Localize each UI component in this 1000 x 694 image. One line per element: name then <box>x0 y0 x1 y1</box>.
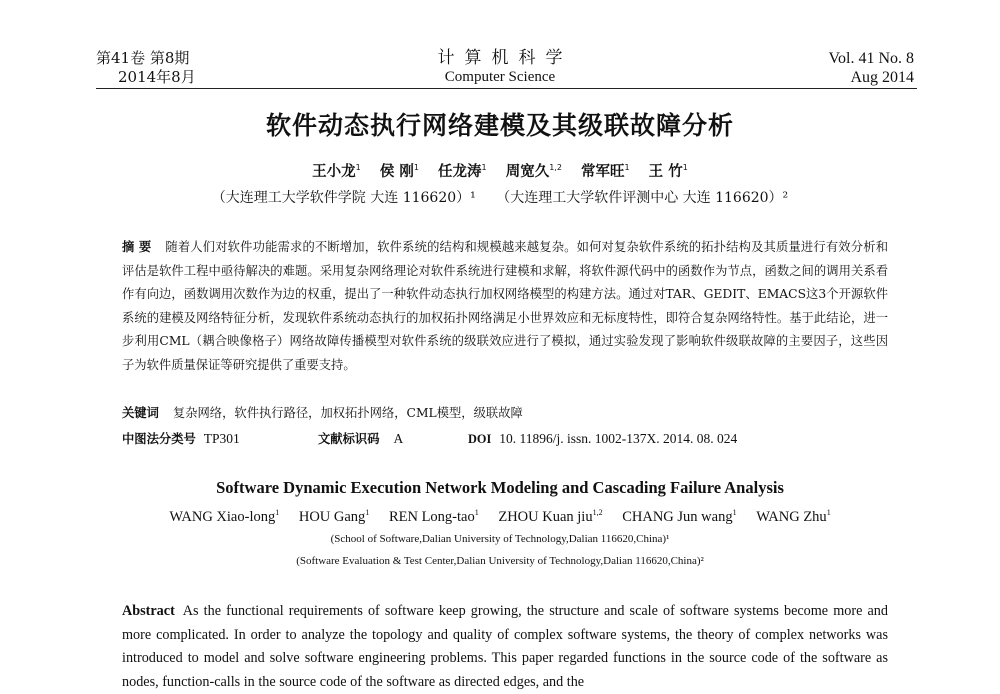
author-cn: 常军旺$^1$ <box>581 163 630 180</box>
abstract-en-text: As the functional requirements of software keep growing, the structure and scale of software systems become more and more complicated. In order to analyze the topology and quality of complex software systems, the theory of complex networks was introduced to model and solve software engineering problems. This paper regarded functions in the source code of the software as nodes, function-calls in the source code of the software as directed edges, and the <box>122 603 888 690</box>
abstract-cn-label: 摘 要 <box>122 240 152 254</box>
clc-group <box>122 429 318 449</box>
header-volume-cn: 第41卷 第8期 <box>96 49 190 67</box>
doi-label: DOI <box>468 432 492 446</box>
author-en: CHANG Jun wang$^1$ <box>622 508 737 525</box>
header-journal-en: Computer Science <box>444 69 556 85</box>
keywords-cn <box>122 403 888 423</box>
header-date-en: Aug 2014 <box>850 69 914 86</box>
abstract-en-label: Abstract <box>122 603 175 619</box>
doc-code-group <box>318 429 468 449</box>
author-list-cn <box>0 160 1000 181</box>
affiliation-cn-1: （大连理工大学软件学院 大连 116620）¹ <box>211 190 476 206</box>
affiliation-en-1: (School of Software,Dalian University of Technology,Dalian 116620,China)¹ <box>330 533 670 545</box>
affiliation-en-2: (Software Evaluation & Test Center,Dalian University of Technology,Dalian 116620,China)² <box>296 555 704 567</box>
classification-line <box>122 429 888 449</box>
author-cn: 王 竹$^1$ <box>648 163 688 180</box>
abstract-cn-text: 随着人们对软件功能需求的不断增加，软件系统的结构和规模越来越复杂。如何对复杂软件系统的拓扑结构及其质量进行有效分析和评估是软件工程中亟待解决的难题。采用复杂网络理论对软件系统进行建模和求解，将软件源代码中的函数作为节点，函数之间的调用关系看作有向边，函数调用次数作为边的权重，提出了一种软件动态执行加权网络模型的构建方法。通过对TAR、GEDIT、EMACS这3个开源软件系统的建模及网络特征分析，发现软件系统动态执行的加权拓扑网络满足小世界效应和无标度特性，即符合复杂网络特性。基于此结论，进一步利用CML（耦合映像格子）网络故障传播模型对软件系统的级联效应进行了模拟，通过实验发现了影响软件级联故障的主要因子，这些因子为软件质量保证等研究提供了重要支持。 <box>122 240 888 372</box>
author-cn: 任龙涛$^1$ <box>438 163 487 180</box>
affiliations-cn <box>0 187 1000 207</box>
keywords-cn-text: 复杂网络，软件执行路径，加权拓扑网络，CML模型，级联故障 <box>172 406 523 420</box>
affiliation-cn-2: （大连理工大学软件评测中心 大连 116620）² <box>496 190 789 206</box>
doi-group <box>468 429 737 449</box>
author-en: ZHOU Kuan jiu$^{1,2}$ <box>498 508 603 525</box>
author-cn: 侯 刚$^1$ <box>379 163 419 180</box>
header-journal-block <box>400 49 600 87</box>
keywords-cn-label: 关键词 <box>122 406 159 420</box>
header-journal-cn: 计算机科学 <box>437 48 573 68</box>
author-en: REN Long-tao$^1$ <box>388 508 479 525</box>
author-cn: 王小龙$^1$ <box>312 163 361 180</box>
header-issue-block <box>714 49 914 87</box>
abstract-cn <box>122 236 888 378</box>
clc-value: TP301 <box>203 431 240 446</box>
paper-title-en: Software Dynamic Execution Network Modeling and Cascading Failure Analysis <box>216 478 784 497</box>
doc-code-label: 文献标识码 <box>318 432 380 446</box>
header-volume-block <box>96 49 296 87</box>
author-en: HOU Gang$^1$ <box>298 508 370 525</box>
header-volume-en: Vol. 41 No. 8 <box>828 50 914 67</box>
author-list-en <box>0 508 1000 526</box>
author-en: WANG Xiao-long$^1$ <box>169 508 280 525</box>
clc-label: 中图法分类号 <box>122 432 196 446</box>
header-date-cn: 2014年8月 <box>118 68 196 86</box>
header-rule <box>96 88 917 89</box>
paper-title-cn: 软件动态执行网络建模及其级联故障分析 <box>265 111 734 140</box>
author-en: WANG Zhu$^1$ <box>756 508 831 525</box>
doi-value: 10. 11896/j. issn. 1002-137X. 2014. 08. 024 <box>499 431 738 446</box>
doc-code-value: A <box>393 431 404 446</box>
abstract-en <box>122 600 888 694</box>
author-cn: 周宽久$^{1,2}$ <box>505 163 562 180</box>
